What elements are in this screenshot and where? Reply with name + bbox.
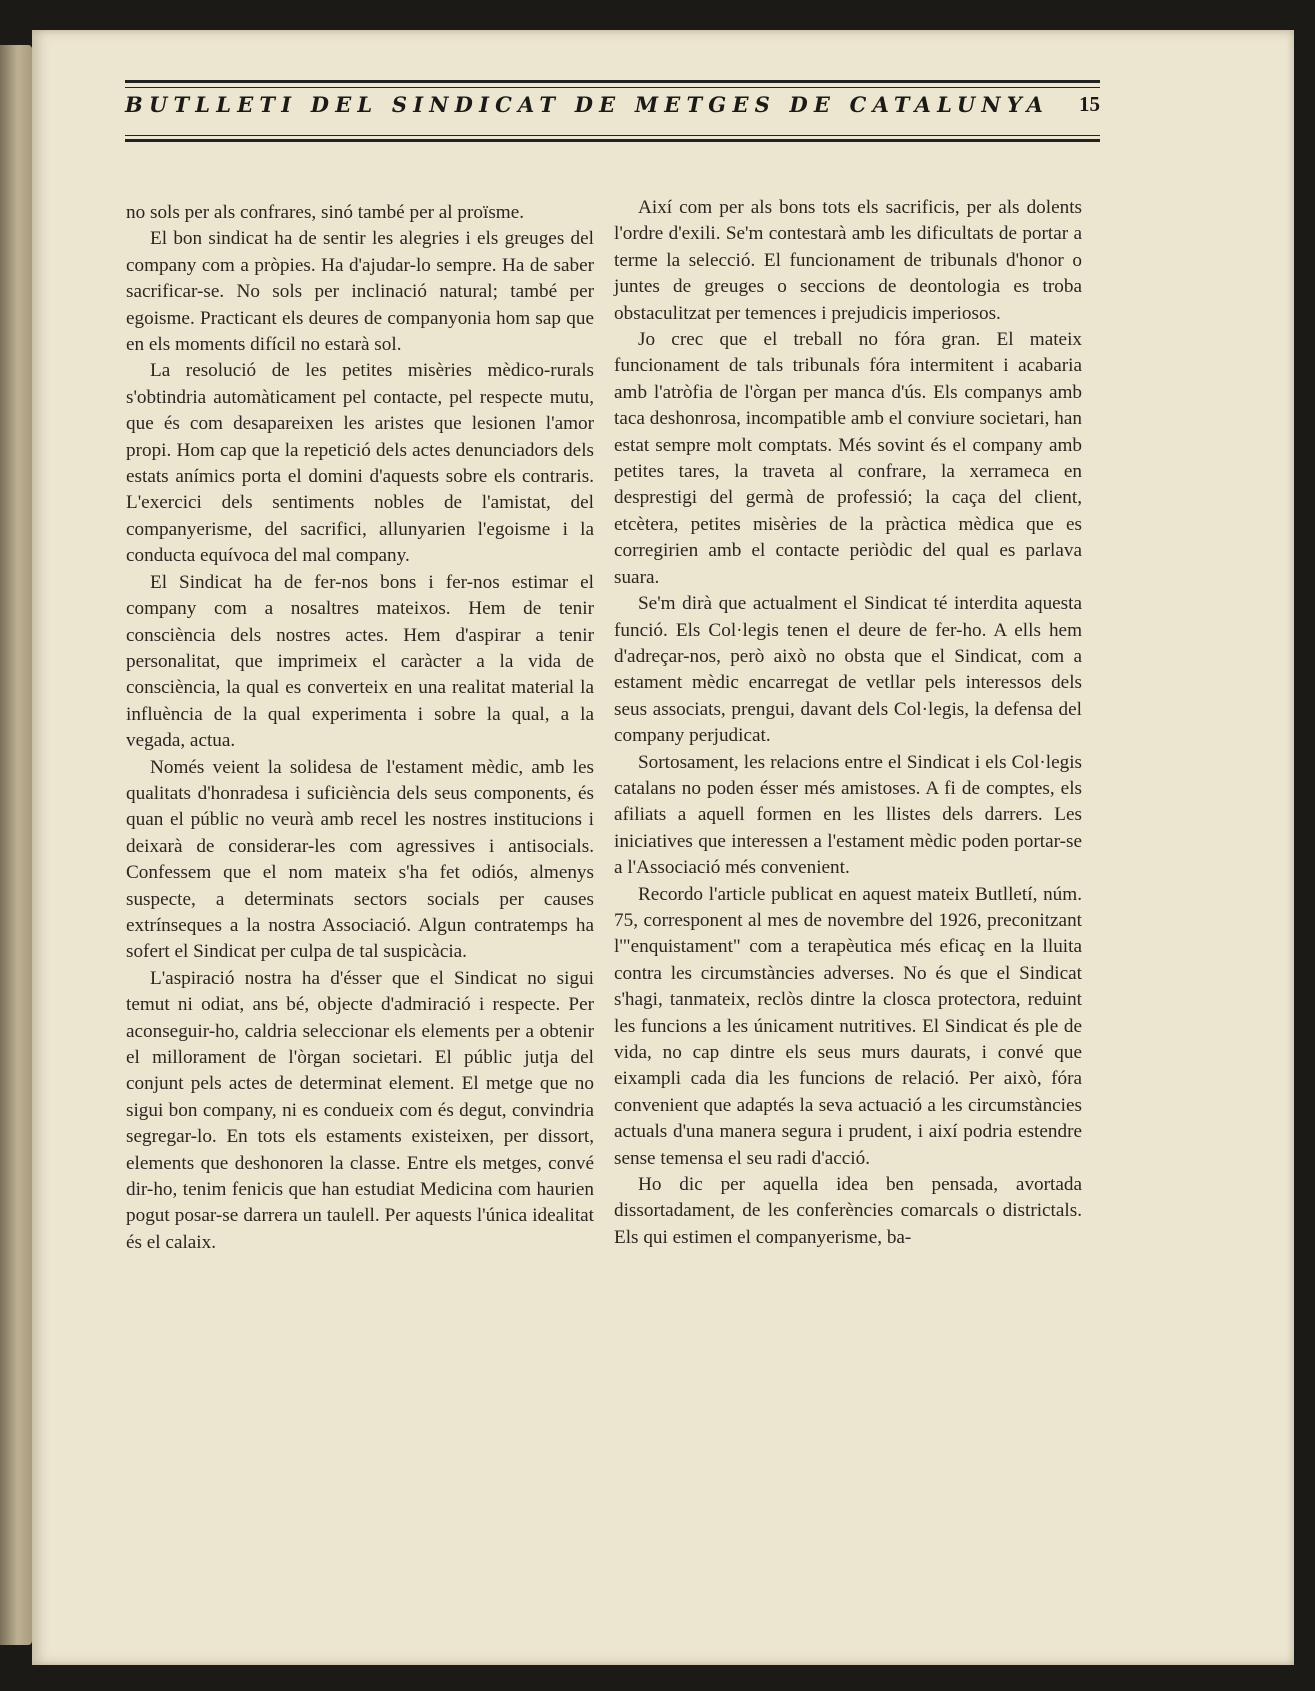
paragraph: Així com per als bons tots els sacrificis, per als dolents l'ordre d'exili. Se'm contestarà amb les dificultats de portar a terme la selecció. El funcionament de tribunals d'honor o juntes de greuges o seccions de deontologia es troba obstaculitzat per temences i prejudicis imperiosos.: [614, 197, 1082, 324]
header-rule-bottom-thin: [125, 135, 1100, 136]
journal-title: BUTLLETI DEL SINDICAT DE METGES DE CATALUNYA: [125, 92, 1050, 117]
header-rule-top-thin: [125, 87, 1100, 88]
running-header: [125, 80, 1100, 140]
paragraph: Només veient la solidesa de l'estament mèdic, amb les qualitats d'honradesa i suficiència dels seus components, és quan el públic no veurà amb recel les nostres institucions i deixarà de considerar-les com agressives i antisocials. Confessem que el nom mateix s'ha fet odiós, almenys suspecte, a determinats sectors socials per causes extrínseques a la nostra Associació. Algun contratemps ha sofert el Sindicat per culpa de tal suspicàcia.: [126, 756, 594, 963]
right-column: [614, 195, 1082, 1251]
paragraph: Sortosament, les relacions entre el Sindicat i els Col·legis catalans no poden ésser més amistoses. A fi de comptes, els afiliats a aquell formen en les llistes dels darrers. Les iniciatives que interessen a l'estament mèdic poden portar-se a l'Associació més convenient.: [614, 751, 1082, 879]
paragraph: Se'm dirà que actualment el Sindicat té interdita aquesta funció. Els Col·legis tenen el deure de fer-ho. A ells hem d'adreçar-nos, però això no obsta que el Sindicat, com a estament mèdic encarregat de vetllar pels interessos dels seus associats, prengui, davant dels Col·legis, la defensa del company perjudicat.: [614, 593, 1082, 747]
paragraph: La resolució de les petites misèries mèdico-rurals s'obtindria automàticament pel contacte, pel respecte mutu, que és com desapareixen les aristes que lesionen l'amor propi. Hom cap que la repetició dels actes denunciadors dels estats anímics porta el domini d'aquests sobre els contraris. L'exercici dels sentiments nobles de l'amistat, del companyerisme, del sacrifici, allunyarien l'egoisme i la conducta equívoca del mal company.: [126, 360, 594, 567]
paragraph: El Sindicat ha de fer-nos bons i fer-nos estimar el company com a nosaltres mateixos. Hem de tenir consciència dels nostres actes. Hem d'aspirar a tenir personalitat, que imprimeix el caràcter a la vida de consciència, la qual es converteix en una realitat material la influència de la qual experimenta i sobre la qual, a la vegada, actua.: [126, 571, 594, 752]
paragraph: no sols per als confrares, sinó també per al proïsme.: [126, 202, 525, 223]
left-column: [126, 200, 594, 1256]
paragraph: Recordo l'article publicat en aquest mateix Butlletí, núm. 75, corresponent al mes de novembre del 1926, preconitzant l'"enquistament" com a terapèutica més eficaç en la lluita contra les circumstàncies adverses. No és que el Sindicat s'hagi, tanmateix, reclòs dintre la closca protectora, reduint les funcions a les únicament nutritives. El Sindicat és ple de vida, no cap dintre els seus murs daurats, i convé que eixampli cada dia les funcions de relació. Per això, fóra convenient que adaptés la seva actuació a les circumstàncies actuals d'una manera segura i prudent, i així podria estendre sense temensa el seu radi d'acció.: [614, 883, 1082, 1169]
header-rule-bottom-thick: [125, 139, 1100, 142]
paragraph: Ho dic per aquella idea ben pensada, avortada dissortadament, de les conferències comarcals o districtals. Els qui estimen el companyerisme, ba-: [614, 1174, 1082, 1248]
facing-page-edge: [0, 45, 32, 1645]
paragraph: Jo crec que el treball no fóra gran. El mateix funcionament de tals tribunals fóra intermitent i acabaria amb l'atròfia de l'òrgan per manca d'ús. Els companys amb taca deshonrosa, incompatible amb el conviure societari, han estat sempre molt comptats. Més sovint és el company amb petites tares, la traveta al confrare, la xerrameca en desprestigi del germà de professió; la caça del client, etcètera, petites misèries de la pràctica mèdica que es corregirien amb el contacte periòdic del qual es parlava suara.: [614, 329, 1082, 588]
header-rule-top-thick: [125, 80, 1100, 83]
paragraph: El bon sindicat ha de sentir les alegries i els greuges del company com a pròpies. Ha d'ajudar-lo sempre. Ha de saber sacrificar-se. No sols per inclinació natural; també per egoisme. Practicant els deures de companyonia hom sap que en els moments difícil no estarà sol.: [126, 228, 594, 356]
page-number: 15: [1079, 92, 1100, 116]
paragraph: L'aspiració nostra ha d'ésser que el Sindicat no sigui temut ni odiat, ans bé, objecte d'admiració i respecte. Per aconseguir-ho, caldria seleccionar els elements per a obtenir el millorament de l'òrgan societari. El públic jutja del conjunt pels actes de determinat element. El metge que no sigui bon company, ni es condueix com és degut, convindria segregar-lo. En tots els estaments existeixen, per dissort, elements que deshonoren la classe. Entre els metges, convé dir-ho, tenim fenicis que han estudiat Medicina com haurien pogut posar-se darrera un taulell. Per aquests l'única idealitat és el calaix.: [126, 967, 594, 1253]
